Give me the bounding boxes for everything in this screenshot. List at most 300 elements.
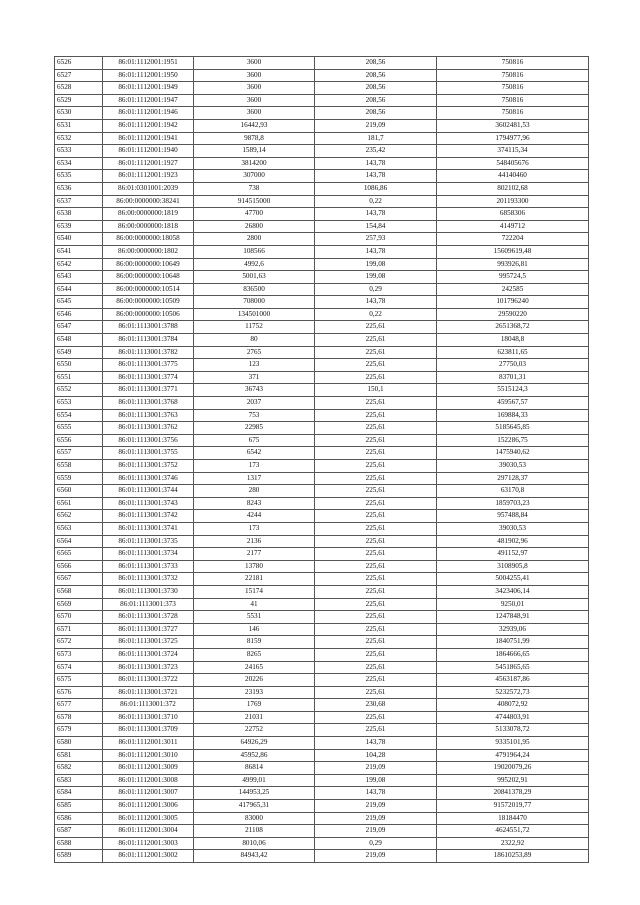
area-cell: 3600: [194, 82, 315, 95]
row-number-cell: 6561: [55, 497, 103, 510]
table-row: [55, 699, 589, 712]
table-row: [55, 686, 589, 699]
rate-cell: 225,61: [315, 611, 437, 624]
rate-cell: 199,08: [315, 774, 437, 787]
cadastral-number-cell: 86:01:1112001:1942: [103, 119, 194, 132]
table-row: [55, 522, 589, 535]
rate-cell: 219,09: [315, 825, 437, 838]
row-number-cell: 6546: [55, 308, 103, 321]
row-number-cell: 6533: [55, 145, 103, 158]
area-cell: 280: [194, 485, 315, 498]
cadastral-number-cell: 86:01:1113001:3722: [103, 674, 194, 687]
cadastral-value-table: [54, 56, 589, 863]
area-cell: 9878,8: [194, 132, 315, 145]
area-cell: 47700: [194, 208, 315, 221]
area-cell: 173: [194, 522, 315, 535]
table-row: [55, 119, 589, 132]
rate-cell: 225,61: [315, 522, 437, 535]
table-row: [55, 535, 589, 548]
value-cell: 1859703,23: [437, 497, 589, 510]
table-row: [55, 636, 589, 649]
cadastral-number-cell: 86:01:1113001:3756: [103, 434, 194, 447]
area-cell: 2136: [194, 535, 315, 548]
row-number-cell: 6552: [55, 384, 103, 397]
rate-cell: 219,09: [315, 762, 437, 775]
cadastral-number-cell: 86:01:1112001:1941: [103, 132, 194, 145]
area-cell: 738: [194, 182, 315, 195]
area-cell: 8010,06: [194, 837, 315, 850]
rate-cell: 1086,86: [315, 182, 437, 195]
cadastral-number-cell: 86:01:1113001:3709: [103, 724, 194, 737]
table-row: [55, 825, 589, 838]
table-row: [55, 724, 589, 737]
cadastral-number-cell: 86:01:1113001:3762: [103, 422, 194, 435]
rate-cell: 225,61: [315, 497, 437, 510]
area-cell: 1589,14: [194, 145, 315, 158]
value-cell: 1840751,99: [437, 636, 589, 649]
cadastral-number-cell: 86:01:1113001:3724: [103, 648, 194, 661]
row-number-cell: 6556: [55, 434, 103, 447]
cadastral-number-cell: 86:01:1113001:3727: [103, 623, 194, 636]
value-cell: 4791964,24: [437, 749, 589, 762]
cadastral-number-cell: 86:01:1113001:3746: [103, 472, 194, 485]
cadastral-number-cell: 86:00:0000000:1819: [103, 208, 194, 221]
rate-cell: 225,61: [315, 409, 437, 422]
row-number-cell: 6559: [55, 472, 103, 485]
row-number-cell: 6529: [55, 94, 103, 107]
area-cell: 173: [194, 460, 315, 473]
value-cell: 32939,06: [437, 623, 589, 636]
table-row: [55, 460, 589, 473]
cadastral-number-cell: 86:01:1113001:3788: [103, 321, 194, 334]
value-cell: 18048,8: [437, 334, 589, 347]
rate-cell: 219,09: [315, 850, 437, 863]
cadastral-number-cell: 86:01:1113001:3723: [103, 661, 194, 674]
cadastral-number-cell: 86:01:1112001:1947: [103, 94, 194, 107]
row-number-cell: 6526: [55, 57, 103, 70]
rate-cell: 225,61: [315, 686, 437, 699]
area-cell: 753: [194, 409, 315, 422]
table-row: [55, 434, 589, 447]
rate-cell: 219,09: [315, 800, 437, 813]
area-cell: 16442,93: [194, 119, 315, 132]
cadastral-number-cell: 86:01:1113001:373: [103, 598, 194, 611]
table-row: [55, 145, 589, 158]
value-cell: 623811,65: [437, 346, 589, 359]
row-number-cell: 6573: [55, 648, 103, 661]
rate-cell: 143,78: [315, 157, 437, 170]
value-cell: 722204: [437, 233, 589, 246]
row-number-cell: 6549: [55, 346, 103, 359]
area-cell: 2037: [194, 397, 315, 410]
value-cell: 6858306: [437, 208, 589, 221]
row-number-cell: 6554: [55, 409, 103, 422]
area-cell: 3814200: [194, 157, 315, 170]
row-number-cell: 6535: [55, 170, 103, 183]
table-row: [55, 661, 589, 674]
area-cell: 84943,42: [194, 850, 315, 863]
row-number-cell: 6530: [55, 107, 103, 120]
area-cell: 26800: [194, 220, 315, 233]
row-number-cell: 6555: [55, 422, 103, 435]
row-number-cell: 6585: [55, 800, 103, 813]
rate-cell: 235,42: [315, 145, 437, 158]
area-cell: 22752: [194, 724, 315, 737]
row-number-cell: 6581: [55, 749, 103, 762]
cadastral-number-cell: 86:01:1112001:3007: [103, 787, 194, 800]
area-cell: 83000: [194, 812, 315, 825]
area-cell: 36743: [194, 384, 315, 397]
table-body: [55, 57, 589, 863]
row-number-cell: 6583: [55, 774, 103, 787]
rate-cell: 0,29: [315, 283, 437, 296]
value-cell: 63170,8: [437, 485, 589, 498]
rate-cell: 219,09: [315, 119, 437, 132]
value-cell: 750816: [437, 82, 589, 95]
cadastral-number-cell: 86:01:1113001:3763: [103, 409, 194, 422]
cadastral-number-cell: 86:01:1113001:3734: [103, 548, 194, 561]
rate-cell: 150,1: [315, 384, 437, 397]
area-cell: 41: [194, 598, 315, 611]
value-cell: 152286,75: [437, 434, 589, 447]
row-number-cell: 6563: [55, 522, 103, 535]
table-row: [55, 762, 589, 775]
value-cell: 5515124,3: [437, 384, 589, 397]
area-cell: 3600: [194, 69, 315, 82]
value-cell: 1864666,65: [437, 648, 589, 661]
value-cell: 91572019,77: [437, 800, 589, 813]
cadastral-number-cell: 86:01:1113001:3742: [103, 510, 194, 523]
rate-cell: 225,61: [315, 636, 437, 649]
cadastral-number-cell: 86:01:1112001:3010: [103, 749, 194, 762]
area-cell: 417965,31: [194, 800, 315, 813]
cadastral-number-cell: 86:00:0000000:10509: [103, 296, 194, 309]
value-cell: 18184470: [437, 812, 589, 825]
table-row: [55, 623, 589, 636]
cadastral-number-cell: 86:01:1112001:1950: [103, 69, 194, 82]
row-number-cell: 6551: [55, 371, 103, 384]
cadastral-number-cell: 86:01:1112001:3002: [103, 850, 194, 863]
value-cell: 29590220: [437, 308, 589, 321]
cadastral-number-cell: 86:01:1112001:1951: [103, 57, 194, 70]
cadastral-number-cell: 86:01:1112001:3009: [103, 762, 194, 775]
table-row: [55, 371, 589, 384]
value-cell: 2322,92: [437, 837, 589, 850]
area-cell: 144953,25: [194, 787, 315, 800]
row-number-cell: 6574: [55, 661, 103, 674]
area-cell: 11752: [194, 321, 315, 334]
value-cell: 995202,91: [437, 774, 589, 787]
table-row: [55, 837, 589, 850]
table-row: [55, 195, 589, 208]
area-cell: 6542: [194, 447, 315, 460]
cadastral-number-cell: 86:01:1113001:3752: [103, 460, 194, 473]
rate-cell: 225,61: [315, 346, 437, 359]
value-cell: 169884,33: [437, 409, 589, 422]
area-cell: 4244: [194, 510, 315, 523]
value-cell: 20841378,29: [437, 787, 589, 800]
value-cell: 4744803,91: [437, 711, 589, 724]
value-cell: 481902,96: [437, 535, 589, 548]
table-row: [55, 384, 589, 397]
row-number-cell: 6567: [55, 573, 103, 586]
value-cell: 242585: [437, 283, 589, 296]
rate-cell: 225,61: [315, 585, 437, 598]
rate-cell: 225,61: [315, 397, 437, 410]
cadastral-number-cell: 86:01:1112001:3011: [103, 737, 194, 750]
rate-cell: 143,78: [315, 170, 437, 183]
row-number-cell: 6562: [55, 510, 103, 523]
rate-cell: 208,56: [315, 57, 437, 70]
area-cell: 3600: [194, 57, 315, 70]
cadastral-number-cell: 86:01:1113001:3744: [103, 485, 194, 498]
area-cell: 914515000: [194, 195, 315, 208]
cadastral-number-cell: 86:01:1112001:1940: [103, 145, 194, 158]
rate-cell: 143,78: [315, 245, 437, 258]
row-number-cell: 6575: [55, 674, 103, 687]
cadastral-number-cell: 86:01:1113001:3721: [103, 686, 194, 699]
rate-cell: 199,08: [315, 258, 437, 271]
table-row: [55, 485, 589, 498]
table-row: [55, 409, 589, 422]
value-cell: 27750,03: [437, 359, 589, 372]
table-row: [55, 258, 589, 271]
table-row: [55, 497, 589, 510]
row-number-cell: 6541: [55, 245, 103, 258]
rate-cell: 208,56: [315, 69, 437, 82]
table-row: [55, 560, 589, 573]
rate-cell: 225,61: [315, 548, 437, 561]
rate-cell: 225,61: [315, 535, 437, 548]
area-cell: 675: [194, 434, 315, 447]
row-number-cell: 6586: [55, 812, 103, 825]
row-number-cell: 6557: [55, 447, 103, 460]
row-number-cell: 6588: [55, 837, 103, 850]
cadastral-number-cell: 86:01:1113001:3774: [103, 371, 194, 384]
area-cell: 836500: [194, 283, 315, 296]
table-row: [55, 548, 589, 561]
table-row: [55, 598, 589, 611]
cadastral-number-cell: 86:01:1113001:3782: [103, 346, 194, 359]
row-number-cell: 6571: [55, 623, 103, 636]
area-cell: 371: [194, 371, 315, 384]
rate-cell: 208,56: [315, 107, 437, 120]
area-cell: 134501000: [194, 308, 315, 321]
cadastral-number-cell: 86:01:1113001:3733: [103, 560, 194, 573]
area-cell: 21108: [194, 825, 315, 838]
table-row: [55, 69, 589, 82]
rate-cell: 208,56: [315, 82, 437, 95]
cadastral-number-cell: 86:00:0000000:10648: [103, 271, 194, 284]
value-cell: 1794977,96: [437, 132, 589, 145]
cadastral-number-cell: 86:01:0301001:2039: [103, 182, 194, 195]
table-row: [55, 800, 589, 813]
value-cell: 39030,53: [437, 522, 589, 535]
rate-cell: 225,61: [315, 573, 437, 586]
rate-cell: 0,29: [315, 837, 437, 850]
value-cell: 5451865,65: [437, 661, 589, 674]
row-number-cell: 6564: [55, 535, 103, 548]
row-number-cell: 6528: [55, 82, 103, 95]
rate-cell: 225,61: [315, 560, 437, 573]
rate-cell: 199,08: [315, 271, 437, 284]
cadastral-number-cell: 86:00:0000000:18058: [103, 233, 194, 246]
table-row: [55, 346, 589, 359]
row-number-cell: 6582: [55, 762, 103, 775]
cadastral-number-cell: 86:01:1112001:3006: [103, 800, 194, 813]
area-cell: 123: [194, 359, 315, 372]
value-cell: 5232572,73: [437, 686, 589, 699]
rate-cell: 225,61: [315, 434, 437, 447]
row-number-cell: 6545: [55, 296, 103, 309]
value-cell: 3423406,14: [437, 585, 589, 598]
area-cell: 80: [194, 334, 315, 347]
table-row: [55, 182, 589, 195]
value-cell: 5133078,72: [437, 724, 589, 737]
cadastral-number-cell: 86:01:1112001:1949: [103, 82, 194, 95]
table-row: [55, 57, 589, 70]
area-cell: 24165: [194, 661, 315, 674]
rate-cell: 225,61: [315, 334, 437, 347]
rate-cell: 225,61: [315, 623, 437, 636]
rate-cell: 208,56: [315, 94, 437, 107]
row-number-cell: 6550: [55, 359, 103, 372]
cadastral-number-cell: 86:01:1113001:3728: [103, 611, 194, 624]
table-row: [55, 208, 589, 221]
value-cell: 4563187,86: [437, 674, 589, 687]
row-number-cell: 6548: [55, 334, 103, 347]
cadastral-number-cell: 86:00:0000000:10514: [103, 283, 194, 296]
row-number-cell: 6579: [55, 724, 103, 737]
row-number-cell: 6578: [55, 711, 103, 724]
table-row: [55, 359, 589, 372]
cadastral-number-cell: 86:01:1113001:3735: [103, 535, 194, 548]
cadastral-number-cell: 86:00:0000000:10506: [103, 308, 194, 321]
rate-cell: 225,61: [315, 674, 437, 687]
row-number-cell: 6542: [55, 258, 103, 271]
rate-cell: 225,61: [315, 321, 437, 334]
area-cell: 708000: [194, 296, 315, 309]
table-row: [55, 774, 589, 787]
rate-cell: 225,61: [315, 422, 437, 435]
cadastral-number-cell: 86:00:0000000:1818: [103, 220, 194, 233]
table-row: [55, 170, 589, 183]
row-number-cell: 6587: [55, 825, 103, 838]
area-cell: 4999,01: [194, 774, 315, 787]
row-number-cell: 6534: [55, 157, 103, 170]
value-cell: 18610253,89: [437, 850, 589, 863]
row-number-cell: 6527: [55, 69, 103, 82]
rate-cell: 225,61: [315, 724, 437, 737]
value-cell: 83701,31: [437, 371, 589, 384]
table-row: [55, 397, 589, 410]
area-cell: 2177: [194, 548, 315, 561]
area-cell: 15174: [194, 585, 315, 598]
value-cell: 3602481,53: [437, 119, 589, 132]
value-cell: 750816: [437, 57, 589, 70]
rate-cell: 0,22: [315, 308, 437, 321]
rate-cell: 257,93: [315, 233, 437, 246]
rate-cell: 225,61: [315, 510, 437, 523]
area-cell: 20226: [194, 674, 315, 687]
value-cell: 408072,92: [437, 699, 589, 712]
row-number-cell: 6538: [55, 208, 103, 221]
row-number-cell: 6560: [55, 485, 103, 498]
value-cell: 1475940,62: [437, 447, 589, 460]
table-row: [55, 472, 589, 485]
area-cell: 5531: [194, 611, 315, 624]
rate-cell: 225,61: [315, 648, 437, 661]
area-cell: 21031: [194, 711, 315, 724]
row-number-cell: 6565: [55, 548, 103, 561]
cadastral-number-cell: 86:01:1112001:1927: [103, 157, 194, 170]
area-cell: 64926,29: [194, 737, 315, 750]
row-number-cell: 6577: [55, 699, 103, 712]
area-cell: 1317: [194, 472, 315, 485]
row-number-cell: 6580: [55, 737, 103, 750]
area-cell: 1769: [194, 699, 315, 712]
table-row: [55, 711, 589, 724]
cadastral-number-cell: 86:01:1113001:3730: [103, 585, 194, 598]
value-cell: 101796240: [437, 296, 589, 309]
value-cell: 491152,97: [437, 548, 589, 561]
row-number-cell: 6547: [55, 321, 103, 334]
table-row: [55, 674, 589, 687]
rate-cell: 225,61: [315, 485, 437, 498]
cadastral-number-cell: 86:01:1112001:1923: [103, 170, 194, 183]
value-cell: 459567,57: [437, 397, 589, 410]
cadastral-number-cell: 86:01:1113001:3784: [103, 334, 194, 347]
table-row: [55, 447, 589, 460]
value-cell: 4149712: [437, 220, 589, 233]
table-row: [55, 94, 589, 107]
cadastral-number-cell: 86:00:0000000:38241: [103, 195, 194, 208]
value-cell: 3108905,8: [437, 560, 589, 573]
row-number-cell: 6568: [55, 585, 103, 598]
cadastral-number-cell: 86:01:1112001:1946: [103, 107, 194, 120]
table-row: [55, 308, 589, 321]
row-number-cell: 6570: [55, 611, 103, 624]
table-row: [55, 573, 589, 586]
cadastral-number-cell: 86:01:1113001:3710: [103, 711, 194, 724]
table-row: [55, 271, 589, 284]
value-cell: 5185645,85: [437, 422, 589, 435]
rate-cell: 230,68: [315, 699, 437, 712]
rate-cell: 143,78: [315, 208, 437, 221]
rate-cell: 225,61: [315, 598, 437, 611]
rate-cell: 181,7: [315, 132, 437, 145]
value-cell: 750816: [437, 94, 589, 107]
row-number-cell: 6531: [55, 119, 103, 132]
area-cell: 22985: [194, 422, 315, 435]
table-row: [55, 283, 589, 296]
area-cell: 45952,86: [194, 749, 315, 762]
table-row: [55, 510, 589, 523]
row-number-cell: 6584: [55, 787, 103, 800]
area-cell: 3600: [194, 94, 315, 107]
area-cell: 86814: [194, 762, 315, 775]
table-row: [55, 812, 589, 825]
table-row: [55, 787, 589, 800]
value-cell: 19020079,26: [437, 762, 589, 775]
rate-cell: 225,61: [315, 472, 437, 485]
rate-cell: 225,61: [315, 661, 437, 674]
cadastral-number-cell: 86:01:1113001:3768: [103, 397, 194, 410]
value-cell: 9250,01: [437, 598, 589, 611]
area-cell: 13780: [194, 560, 315, 573]
rate-cell: 143,78: [315, 737, 437, 750]
area-cell: 2765: [194, 346, 315, 359]
